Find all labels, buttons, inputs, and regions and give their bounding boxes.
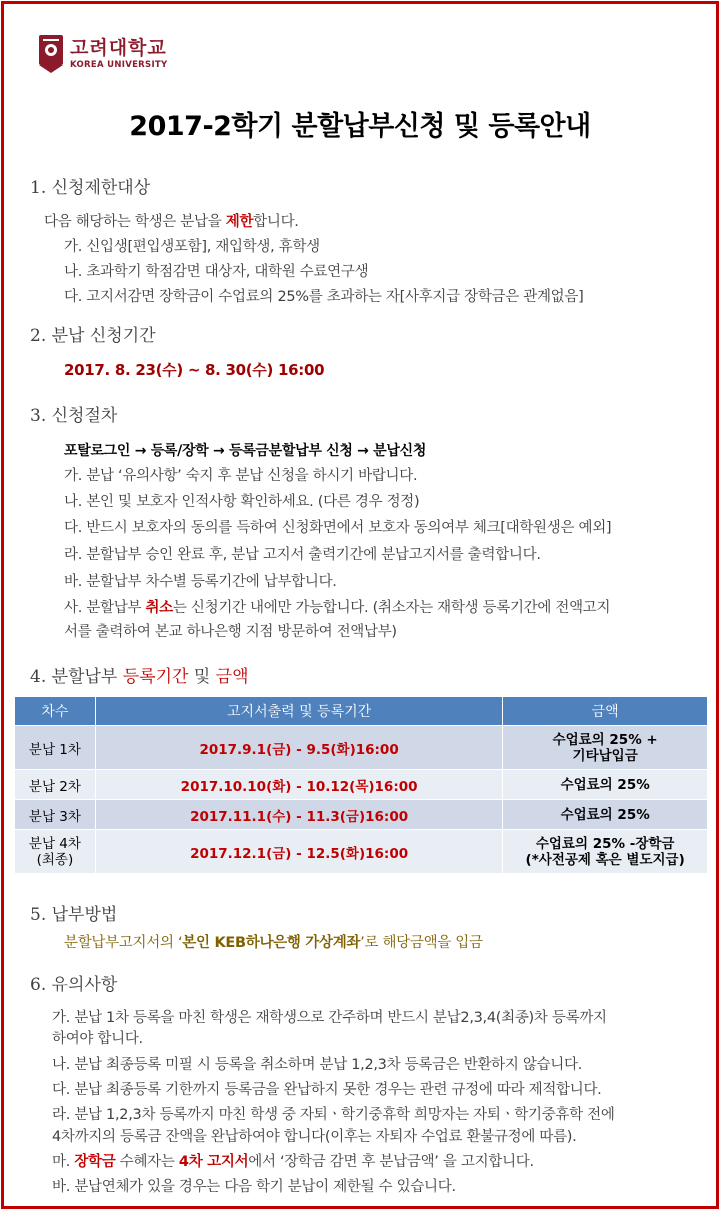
restriction-item: 나. 초과학기 학점감면 대상자, 대학원 수료연구생: [64, 264, 369, 280]
note-item: 나. 분납 최종등록 미필 시 등록을 취소하며 분납 1,2,3차 등록금은 반환하지 않습니다.: [52, 1057, 583, 1073]
period-cell: 2017.10.10(화) - 10.12(목)16:00: [95, 770, 502, 800]
note-item-continued: 4차까지의 등록금 잔액을 완납하여야 합니다(이후는 자퇴자 수업료 환불규정에 따름).: [52, 1129, 577, 1145]
procedure-cancel: 사. 분할납부 취소는 신청기간 내에만 가능합니다. (취소자는 재학생 등록기간에 전액고지: [64, 600, 611, 616]
section-heading-period: 2. 분납 신청기간: [30, 326, 156, 346]
column-header: 금액: [503, 697, 708, 726]
section-heading-procedure: 3. 신청절차: [30, 406, 118, 426]
application-period: 2017. 8. 23(수) ~ 8. 30(수) 16:00: [64, 361, 325, 379]
procedure-path: 포탈로그인 → 등록/장학 → 등록금분할납부 신청 → 분납신청: [64, 443, 427, 459]
procedure-cancel-continued: 서를 출력하여 본교 하나은행 지점 방문하여 전액납부): [64, 624, 397, 640]
tiger-emblem-icon: [38, 34, 64, 74]
procedure-item: 라. 분할납부 승인 완료 후, 분납 고지서 출력기간에 분납고지서를 출력합니다.: [64, 547, 541, 563]
restriction-intro: 다음 해당하는 학생은 분납을 제한합니다.: [44, 214, 299, 230]
round-cell: 분납 4차 (최종): [15, 830, 96, 874]
table-row: [15, 800, 708, 830]
table-row: [15, 830, 708, 874]
virtual-account-emphasis: 본인 KEB하나은행 가상계좌: [182, 935, 361, 951]
note-item-scholarship: 마. 장학금 수혜자는 4차 고지서에서 ‘장학금 감면 후 분납금액’ 을 고지합니다.: [52, 1154, 534, 1170]
note-item: 라. 분납 1,2,3차 등록까지 마친 학생 중 자퇴ㆍ학기중휴학 희망자는 자퇴ㆍ학기중휴학 전에: [52, 1107, 615, 1123]
period-cell: 2017.9.1(금) - 9.5(화)16:00: [95, 726, 502, 770]
table-row: [15, 726, 708, 770]
university-logo: [38, 34, 167, 74]
section-heading-restrictions: 1. 신청제한대상: [30, 178, 151, 198]
amount-cell: 수업료의 25%: [503, 800, 708, 830]
note-item-continued: 하여야 합니다.: [52, 1031, 143, 1047]
round-cell: 분납 2차: [15, 770, 96, 800]
procedure-item: 가. 분납 ‘유의사항’ 숙지 후 분납 신청을 하시기 바랍니다.: [64, 468, 418, 484]
procedure-item: 나. 본인 및 보호자 인적사항 확인하세요. (다른 경우 정정): [64, 494, 420, 510]
section-heading-notes: 6. 유의사항: [30, 975, 118, 995]
round-cell: 분납 3차: [15, 800, 96, 830]
section-heading-payment-method: 5. 납부방법: [30, 905, 118, 925]
restriction-item: 가. 신입생[편입생포함], 재입학생, 휴학생: [64, 239, 320, 255]
amount-cell: 수업료의 25%: [503, 770, 708, 800]
note-item: 바. 분납연체가 있을 경우는 다음 학기 분납이 제한될 수 있습니다.: [52, 1179, 456, 1195]
payment-method-text: 분할납부고지서의 ‘본인 KEB하나은행 가상계좌’로 해당금액을 입금: [64, 935, 483, 951]
note-item: 다. 분납 최종등록 기한까지 등록금을 완납하지 못한 경우는 관련 규정에 따라 제적합니다.: [52, 1082, 602, 1098]
cancel-emphasis: 취소: [145, 600, 173, 616]
page-title: 2017-2학기 분할납부신청 및 등록안내: [129, 111, 591, 142]
amount-cell: 수업료의 25% + 기타납입금: [503, 726, 708, 770]
procedure-item: 다. 반드시 보호자의 동의를 득하여 신청화면에서 보호자 동의여부 체크[대학원생은 예외]: [64, 520, 612, 536]
procedure-item: 바. 분할납부 차수별 등록기간에 납부합니다.: [64, 574, 337, 590]
amount-cell: 수업료의 25% -장학금 (*사전공제 혹은 별도지급): [503, 830, 708, 874]
period-cell: 2017.12.1(금) - 12.5(화)16:00: [95, 830, 502, 874]
column-header: 고지서출력 및 등록기간: [95, 697, 502, 726]
restriction-item: 다. 고지서감면 장학금이 수업료의 25%를 초과하는 자[사후지급 장학금은 관계없음]: [64, 289, 584, 305]
table-row: [15, 770, 708, 800]
round-cell: 분납 1차: [15, 726, 96, 770]
logo-english-name: KOREA UNIVERSITY: [70, 60, 168, 70]
section-heading-schedule: 4. 분할납부 등록기간 및 금액: [30, 667, 249, 687]
period-cell: 2017.11.1(수) - 11.3(금)16:00: [95, 800, 502, 830]
payment-schedule-table: [14, 696, 708, 874]
restriction-emphasis: 제한: [225, 214, 254, 230]
column-header: 차수: [15, 697, 96, 726]
logo-korean-name: 고려대학교: [70, 37, 167, 59]
note-item: 가. 분납 1차 등록을 마친 학생은 재학생으로 간주하며 반드시 분납2,3,4(최종)차 등록까지: [52, 1010, 607, 1026]
